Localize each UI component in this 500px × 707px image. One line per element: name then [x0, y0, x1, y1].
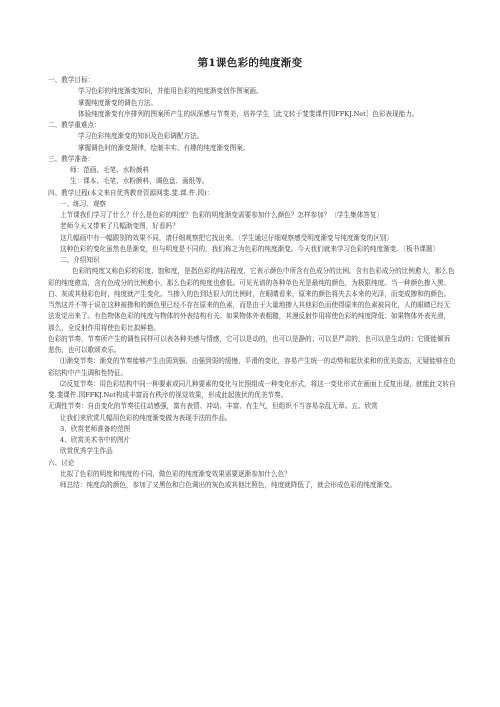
- paragraph-line: 六、讨论: [48, 458, 75, 467]
- paragraph-line: 欣赏优秀学生作品: [60, 447, 113, 456]
- paragraph-line: ⑴渐变节奏：渐变的节奏能够产生由弱到强、由强到弱的缓慢、平滑的变化，容易产生统一的动势和起伏柔和的优美姿态，无疑能够在色彩结构中产生调和性特征。: [48, 357, 456, 377]
- paragraph-line: 这几幅画中有一幅跟别的效果不同，请仔细观察把它找出来。〔学生通过仔细观察感受明度渐变与纯度渐变的区别〕: [60, 233, 393, 242]
- paragraph-line: 四、教学过程(本文来自优秀教育资源网斐.斐.课.件.园)：: [48, 188, 214, 197]
- paragraph-line: 学习色彩纯度渐变的知识及色彩调配方法。: [78, 132, 204, 141]
- paragraph-line: 色彩的节奏，节奏所产生的调性同样可以表各种美感与情感，它可以是动的，也可以是静的；可以是严肃的，也可以是生动的；它既能倾诉悲伤，也可以歌颂欢乐。: [48, 334, 451, 354]
- paragraph-line: 二、介绍知识: [60, 256, 100, 264]
- paragraph-line: ⑵反复节奏：用色彩结构中同一种要素或同几种要素的变化与比照组成一种变化形式，将这一变化形式在画面上反复出现，就能此文转自斐.斐课件.园FFKJ.Net构成丰富而有秩序的视觉效果，形成此起彼伏的优美节奏。: [48, 379, 456, 399]
- paragraph-line: 一、教学目标：: [48, 76, 95, 84]
- paragraph-line: 色彩的纯度又称色彩的彩度、饱和度，是指色彩的纯洁程度，它表示颜色中所含有色成分的比例。含有色彩成分的比例愈大，那么色彩的纯度愈高，含有色成分的比例愈小，那么色彩的纯度也愈低。可见光谱的各种单色光是最纯的颜色，为极限纯度。当一种颜色掺入黑、白、灰或其他彩色时，纯度就产生变化。当掺入的色到达很大的比例时，在眼睛看来，原来的颜色将失去本来的光泽，而变成掺和的颜色。当然这并不等于说在这种被掺和的颜色里已经不存在原来的色素，而是由于大量地掺入其他彩色而使得原来的色素被同化，人的眼睛已经无法发觉出来了。有色物体色彩的纯度与物体的外表结构有关。如果物体外表粗糙，其漫反射作用将使色彩的纯度降低；如果物体外表光滑，那么，全反射作用将使色彩比拟鲜艳。: [48, 267, 455, 332]
- paragraph-line: 老师今天又带来了几幅渐变图，好看吗？: [60, 222, 179, 231]
- paragraph-line: 二、教学重难点：: [48, 121, 101, 129]
- paragraph-line: 掌握纯度渐变的调色方法。: [78, 98, 158, 107]
- paragraph-line: 一、练习、观察: [60, 199, 107, 208]
- paragraph-line: 这种色彩的变化虽然也是渐变，但与明度是不同的，我们称之为色彩的纯度渐变。今天我们就来学习色彩的纯度渐变。〔板书课题〕: [60, 244, 440, 253]
- paragraph-line: 三、教学准备：: [48, 154, 95, 163]
- paragraph-line: 生：课本、毛笔、水粉颜料，调色盘、画纸等。: [70, 177, 209, 186]
- document-title: 第1课色彩的纯度渐变: [197, 57, 303, 69]
- paragraph-line: 体验纯度渐变有序排列的图案所产生的纵深感与节奏美，培养学生［此文转于斐斐课件园FFKJ.Net］色彩表现能力。: [78, 109, 419, 118]
- paragraph-line: 无调性节奏：自由变化的节奏往往动感强，富有表情、冲动、丰富、有生气，但组织不当容易杂乱无章。五、欣赏: [48, 402, 378, 411]
- paragraph-line: 师总结：纯度高的颜色，参加了又黑色和白色调出的灰色或其他比照色，纯度就降低了，就会形成色彩的纯度渐变。: [60, 481, 397, 489]
- paragraph-line: 比拟了色彩的明度和纯度的不同，做色彩的纯度渐变效果需要逐渐参加什么色？: [60, 469, 291, 478]
- paragraph-line: 3、欣赏老师准备的范图: [60, 424, 131, 433]
- paragraph-line: 上节课我们学习了什么？什么是色彩的明度？色彩的明度渐变需要参加什么颜色？怎样参加？〔学生集体答复〕: [60, 211, 384, 219]
- paragraph-line: 4、欣赏美术书中的图片: [60, 436, 131, 444]
- paragraph-line: 学习色彩的纯度渐变知识，并能用色彩的纯度渐变创作图案画。: [78, 87, 263, 96]
- paragraph-line: 让我们来欣赏几幅用色彩的纯度渐变做为表现手法的作品。: [60, 413, 232, 422]
- paragraph-line: 掌握调色时的渐变规律，绘制丰实、有趣的纯度渐变图案。: [78, 143, 250, 152]
- paragraph-line: 师：范画、毛笔、水粉颜料: [70, 166, 150, 174]
- document-body: [48, 75, 456, 491]
